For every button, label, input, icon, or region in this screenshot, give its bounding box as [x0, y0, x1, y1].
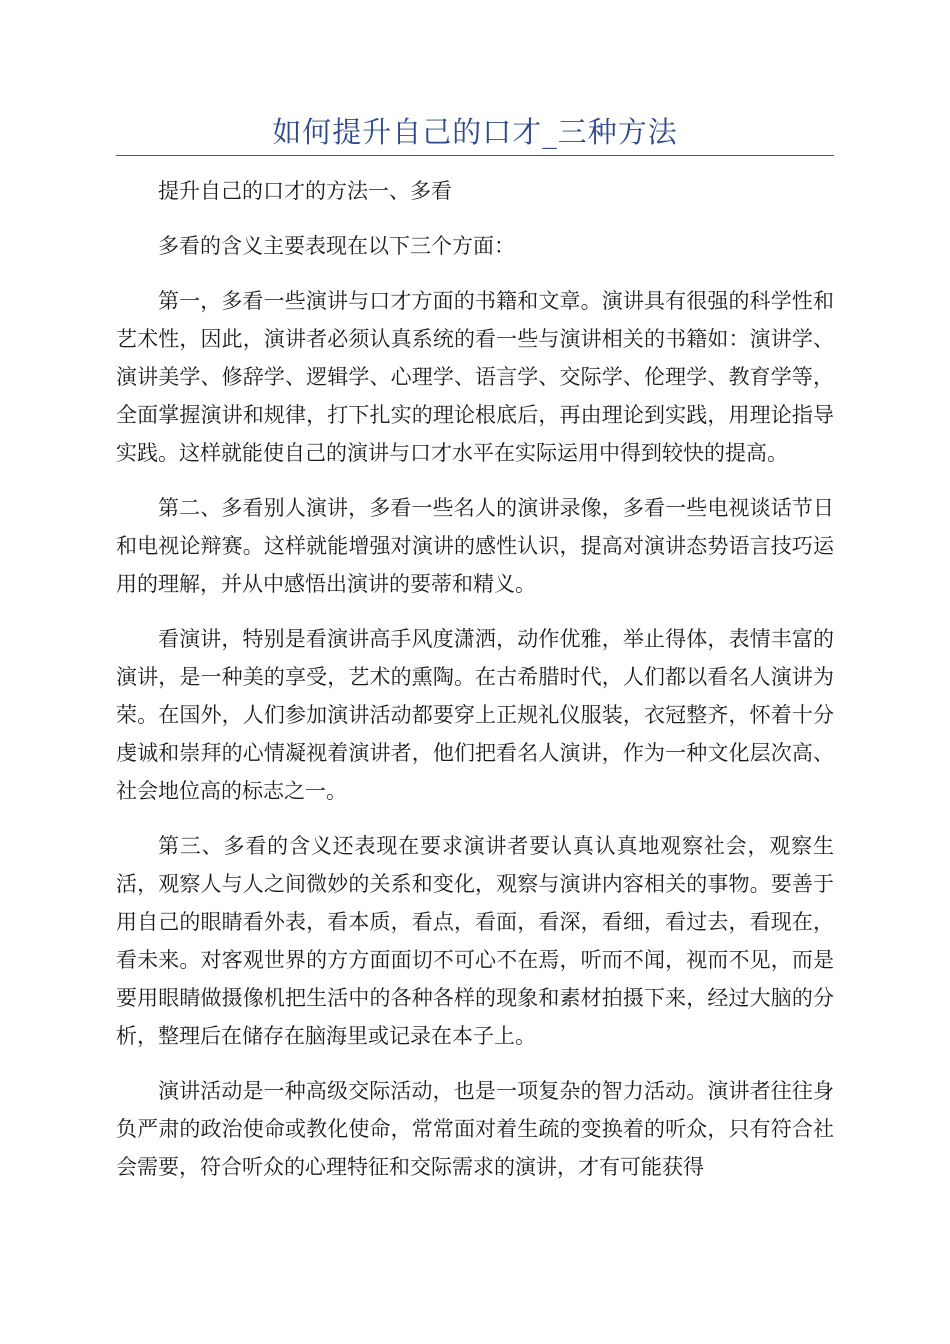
document-body: [116, 172, 834, 1203]
paragraph: 提升自己的口才的方法一、多看: [158, 179, 452, 203]
document-title: 如何提升自己的口才_三种方法: [272, 115, 678, 149]
paragraph: 第一，多看一些演讲与口才方面的书籍和文章。演讲具有很强的科学性和艺术性，因此，演讲者必须认真系统的看一些与演讲相关的书籍如：演讲学、演讲美学、修辞学、逻辑学、心理学、语言学、交际学、伦理学、教育学等，全面掌握演讲和规律，打下扎实的理论根底后，再由理论到实践，用理论指导实践。这样就能使自己的演讲与口才水平在实际运用中得到较快的提高。: [116, 289, 834, 465]
paragraph: 演讲活动是一种高级交际活动，也是一项复杂的智力活动。演讲者往往身负严肃的政治使命或教化使命，常常面对着生疏的变换着的听众，只有符合社会需要，符合听众的心理特征和交际需求的演讲，才有可能获得: [116, 1079, 834, 1179]
title-underline: [116, 155, 834, 156]
paragraph: 第三、多看的含义还表现在要求演讲者要认真认真地观察社会，观察生活，观察人与人之间微妙的关系和变化，观察与演讲内容相关的事物。要善于用自己的眼睛看外表，看本质，看点，看面，看深，看细，看过去，看现在，看未来。对客观世界的方方面面切不可心不在焉，听而不闻，视而不见，而是要用眼睛做摄像机把生活中的各种各样的现象和素材拍摄下来，经过大脑的分析，整理后在储存在脑海里或记录在本子上。: [116, 834, 834, 1048]
paragraph: 多看的含义主要表现在以下三个方面：: [158, 234, 515, 258]
paragraph: 看演讲，特别是看演讲高手风度潇洒，动作优雅，举止得体，表情丰富的演讲，是一种美的享受，艺术的熏陶。在古希腊时代，人们都以看名人演讲为荣。在国外，人们参加演讲活动都要穿上正规礼仪服装，衣冠整齐，怀着十分虔诚和崇拜的心情凝视着演讲者，他们把看名人演讲，作为一种文化层次高、社会地位高的标志之一。: [116, 627, 834, 803]
paragraph: 第二、多看别人演讲，多看一些名人的演讲录像，多看一些电视谈话节日和电视论辩赛。这样就能增强对演讲的感性认识，提高对演讲态势语言技巧运用的理解，并从中感悟出演讲的要蒂和精义。: [116, 496, 834, 596]
